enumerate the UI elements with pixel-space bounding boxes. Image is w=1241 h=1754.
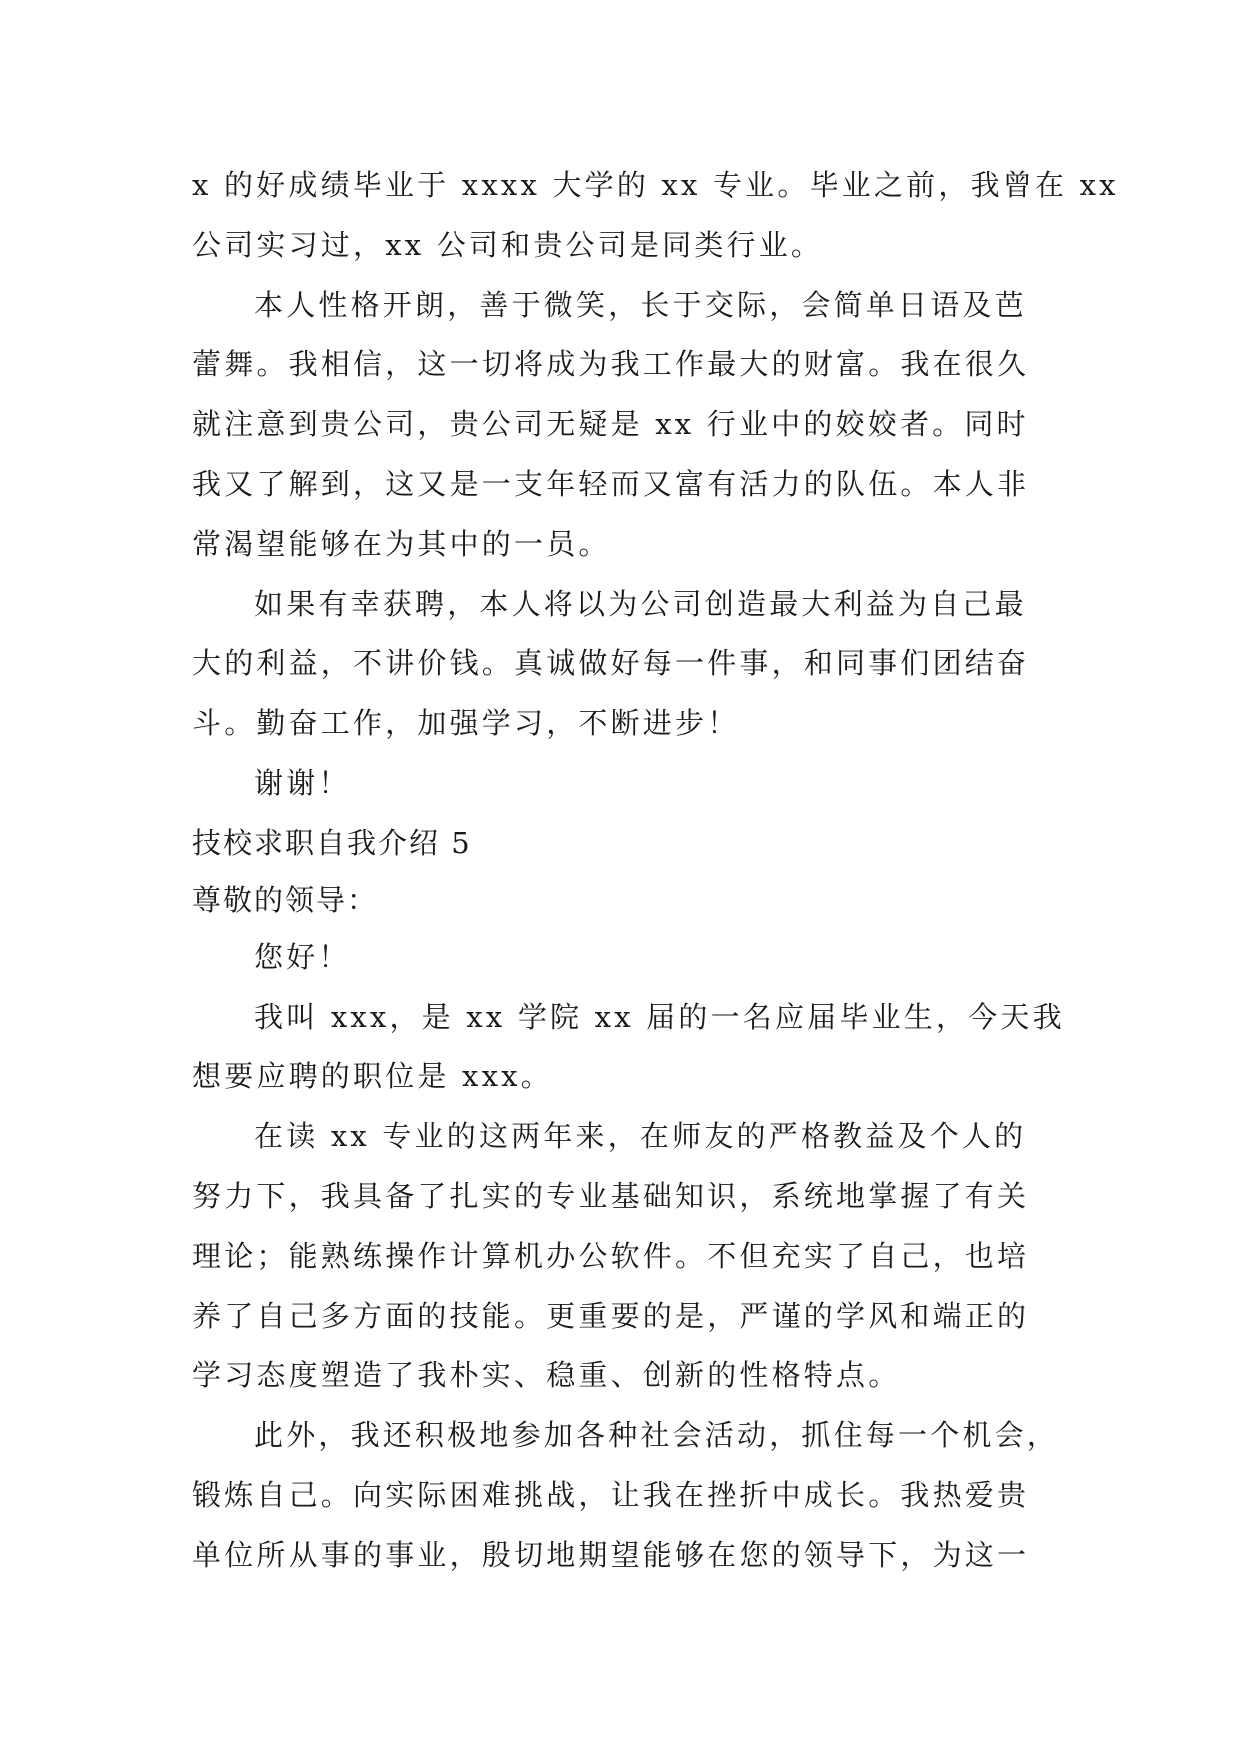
text-line: 养了自己多方面的技能。更重要的是，严谨的学风和端正的: [192, 1298, 1030, 1333]
text-line: 想要应聘的职位是 xxx。: [192, 1059, 553, 1094]
text-line: 大的利益，不讲价钱。真诚做好每一件事，和同事们团结奋: [192, 646, 1030, 681]
text-line: 此外，我还积极地参加各种社会活动，抓住每一个机会，: [254, 1418, 1060, 1453]
text-line: x 的好成绩毕业于 xxxx 大学的 xx 专业。毕业之前，我曾在 xx: [192, 168, 1119, 202]
text-line: 公司实习过，xx 公司和贵公司是同类行业。: [192, 227, 824, 262]
text-line: 我又了解到，这又是一支年轻而又富有活力的队伍。本人非: [192, 466, 1030, 501]
section-heading-line: 尊敬的领导：: [192, 882, 379, 917]
text-line: 蕾舞。我相信，这一切将成为我工作最大的财富。我在很久: [192, 347, 1030, 382]
text-line: 就注意到贵公司，贵公司无疑是 xx 行业中的姣姣者。同时: [192, 407, 1029, 442]
text-line: 本人性格开朗，善于微笑，长于交际，会简单日语及芭: [254, 287, 1027, 322]
document-body: [192, 161, 1119, 1591]
text-line: 锻炼自己。向实际困难挑战，让我在挫折中成长。我热爱贵: [192, 1477, 1030, 1512]
text-line: 努力下，我具备了扎实的专业基础知识，系统地掌握了有关: [192, 1178, 1030, 1213]
text-line: 您好！: [254, 939, 351, 974]
text-line: 单位所从事的事业，殷切地期望能够在您的领导下，为这一: [192, 1537, 1030, 1572]
text-line: 在读 xx 专业的这两年来，在师友的严格教益及个人的: [254, 1119, 1027, 1154]
text-line: 谢谢！: [254, 765, 351, 800]
text-line: 如果有幸获聘，本人将以为公司创造最大利益为自己最: [254, 586, 1027, 621]
text-line: 常渴望能够在为其中的一员。: [192, 526, 611, 561]
text-line: 我叫 xxx，是 xx 学院 xx 届的一名应届毕业生，今天我: [254, 999, 1065, 1034]
text-line: 理论；能熟练操作计算机办公软件。不但充实了自己，也培: [192, 1238, 1030, 1273]
section-heading-line: 技校求职自我介绍 5: [192, 825, 472, 860]
text-line: 斗。勤奋工作，加强学习，不断进步！: [192, 706, 740, 741]
text-line: 学习态度塑造了我朴实、稳重、创新的性格特点。: [192, 1358, 901, 1393]
